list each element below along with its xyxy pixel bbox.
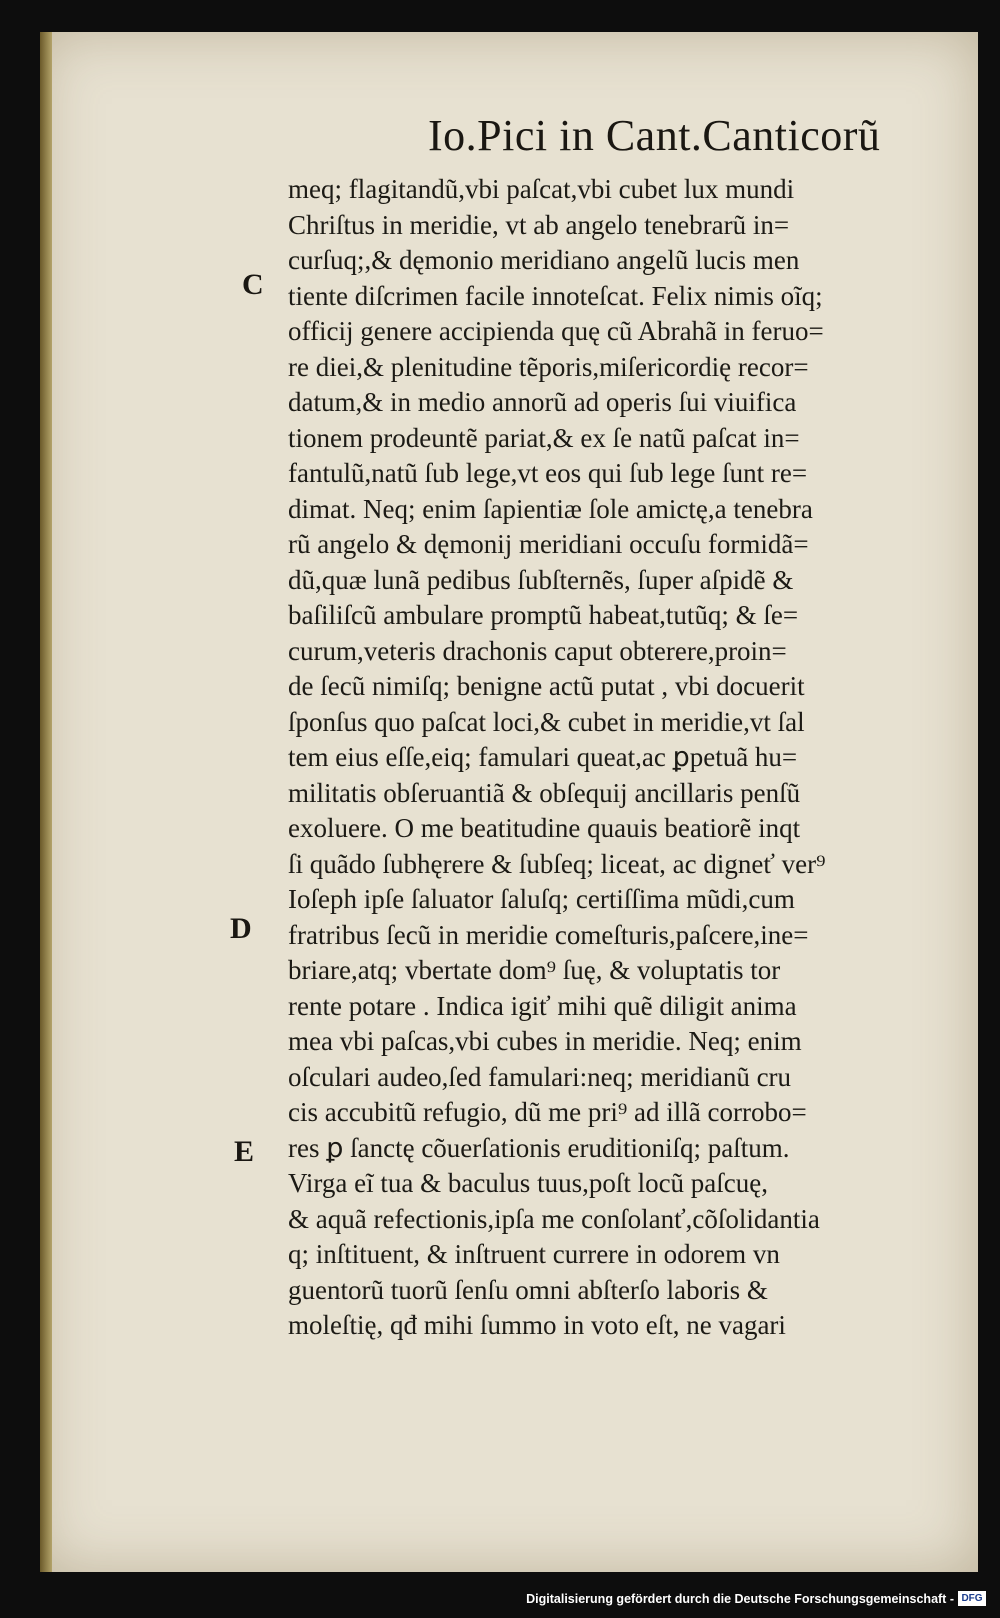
text-line: rente potare . Indica igiť mihi quẽ diligit anima	[288, 990, 797, 1021]
running-title: Io.Pici in Cant.Canticorũ	[428, 111, 881, 160]
page-spine-edge	[40, 32, 52, 1572]
margin-marker-e: E	[234, 1135, 255, 1168]
text-line: curum,veteris drachonis caput obterere,proin=	[288, 635, 787, 666]
text-line: meq; flagitandũ,vbi paſcat,vbi cubet lux mundi	[288, 174, 795, 204]
text-line: militatis obſeruantiã & obſequij ancillaris penſũ	[288, 777, 801, 808]
text-line: oſculari audeo,ſed famulari:neq; meridianũ cru	[288, 1061, 792, 1092]
text-line: ſponſus quo paſcat loci,& cubet in meridie,vt ſal	[288, 706, 805, 737]
text-line: q; inſtituent, & inſtruent currere in odorem vn	[288, 1239, 780, 1269]
text-line: mea vbi paſcas,vbi cubes in meridie. Neq; enim	[288, 1026, 802, 1056]
text-line: officij genere accipienda quę cũ Abrahã in feruo=	[288, 316, 824, 346]
text-line: & aquã refectionis,ipſa me conſolanť,cõſolidantia	[288, 1203, 820, 1234]
margin-marker-d: D	[230, 912, 252, 945]
footer-bar	[0, 1588, 990, 1618]
text-line: moleſtię, qđ mihi ſummo in voto eſt, ne vagari	[288, 1310, 786, 1340]
text-line: fantulũ,natũ ſub lege,vt eos qui ſub lege ſunt re=	[288, 458, 808, 488]
text-line: guentorũ tuorũ ſenſu omni abſterſo laboris &	[288, 1274, 768, 1305]
text-line: dũ,quæ lunã pedibus ſubſternẽs, ſuper aſpidẽ &	[288, 564, 794, 595]
body-text	[288, 172, 978, 1344]
margin-marker-c: C	[242, 268, 264, 301]
text-line: exoluere. O me beatitudine quauis beatiorẽ inqt	[288, 813, 801, 843]
text-line: ſi quãdo ſubhęrere & ſubſeq; liceat, ac digneť ver⁹	[288, 848, 826, 879]
text-line: re diei,& plenitudine tẽporis,miſericordię recor=	[288, 351, 809, 382]
text-line: tem eius eſſe,eiq; famulari queat,ac ꝑpetuã hu=	[288, 742, 798, 772]
text-line: cis accubitũ refugio, dũ me pri⁹ ad illã corrobo=	[288, 1097, 807, 1127]
text-line: tiente diſcrimen facile innoteſcat. Felix nimis oĩq;	[288, 280, 823, 311]
text-line: briare,atq; vbertate dom⁹ ſuę, & voluptatis tor	[288, 955, 781, 985]
text-line: dimat. Neq; enim ſapientiæ ſole amictę,a tenebra	[288, 493, 813, 524]
funding-credit: Digitalisierung gefördert durch die Deutsche Forschungsgemeinschaft -	[526, 1592, 954, 1606]
text-line: curſuq;,& dęmonio meridiano angelũ lucis men	[288, 245, 800, 275]
book-page	[40, 32, 978, 1572]
text-line: datum,& in medio annorũ ad operis ſui viuifica	[288, 387, 797, 417]
text-line: Ioſeph ipſe ſaluator ſaluſq; certiſſima mũdi,cum	[288, 884, 795, 914]
text-line: de ſecũ nimiſq; benigne actũ putat , vbi docuerit	[288, 671, 805, 701]
text-line: rũ angelo & dęmonij meridiani occuſu formidã=	[288, 529, 809, 559]
dfg-logo: DFG	[958, 1591, 986, 1606]
text-line: tionem prodeuntẽ pariat,& ex ſe natũ paſcat in=	[288, 422, 800, 453]
text-line: baſiliſcũ ambulare promptũ habeat,tutũq; & ſe=	[288, 600, 799, 630]
text-line: res ꝑ ſanctę cõuerſationis eruditioniſq; paſtum.	[288, 1132, 790, 1163]
text-line: fratribus ſecũ in meridie comeſturis,paſcere,ine=	[288, 919, 809, 950]
text-line: Chriſtus in meridie, vt ab angelo tenebrarũ in=	[288, 209, 790, 240]
text-line: Virga eĩ tua & baculus tuus,poſt locũ paſcuę,	[288, 1168, 769, 1198]
